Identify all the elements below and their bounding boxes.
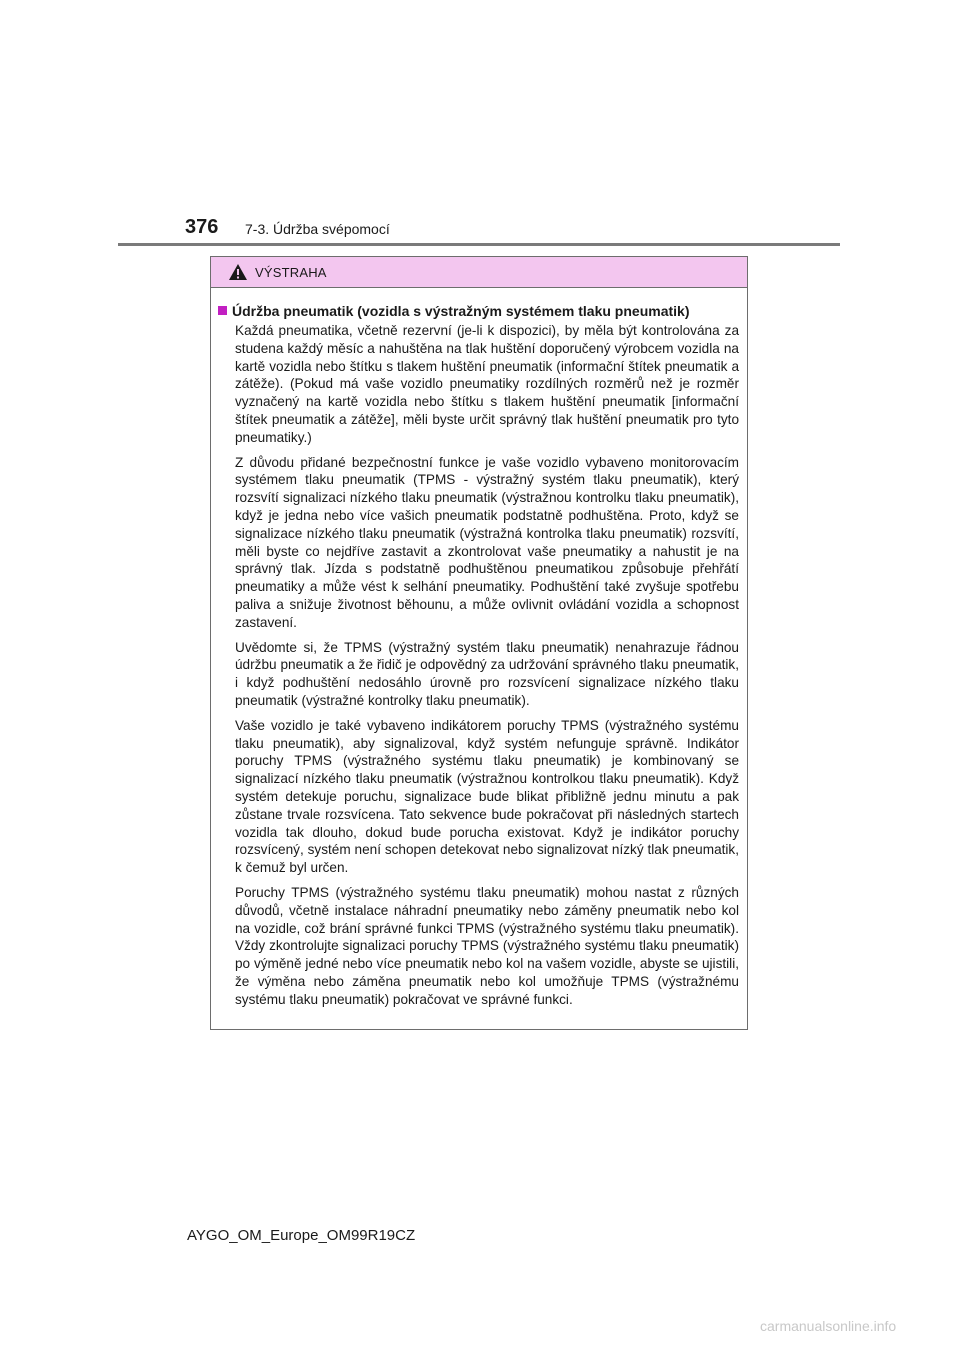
document-code: AYGO_OM_Europe_OM99R19CZ [187, 1227, 416, 1244]
warning-header [211, 257, 747, 288]
warning-label: VÝSTRAHA [255, 265, 327, 280]
warning-box [210, 256, 748, 1030]
warning-paragraph: Z důvodu přidané bezpečnostní funkce je vaše vozidlo vybaveno monitorovacím systémem tlaku pneumatik (TPMS - výstražný systém tlaku pneumatik), který rozsvítí signalizaci nízkého tlaku pneumatik (výstražnou kontrolku tlaku pneumatik), když je jedna nebo více vašich pneumatik podstatně podhuštěna. Proto, když se signalizace nízkého tlaku pneumatik (výstražná kontrolka tlaku pneumatik) rozsvítí, měli byste co nejdříve zastavit a zkontrolovat vaše pneumatiky a nahustit je na správný tlak. Jízda s podstatně podhuštěnou pneumatikou způsobuje přehřátí pneumatiky a může vést k selhání pneumatiky. Podhuštění také zvyšuje spotřebu paliva a snižuje životnost běhounu, a může ovlivnit ovládání vozidla a schopnost zastavení. [235, 454, 739, 630]
warning-paragraph: Uvědomte si, že TPMS (výstražný systém tlaku pneumatik) nenahrazuje řádnou údržbu pneumatik a že řidič je odpovědný za udržování správného tlaku pneumatik, i když podhuštění nedosáhlo úrovně pro rozsvícení signalizace nízkého tlaku pneumatik (výstražné kontrolky tlaku pneumatik). [235, 639, 739, 708]
warning-sub-heading [218, 302, 739, 320]
warning-triangle-icon [228, 263, 248, 281]
warning-body [211, 288, 747, 1008]
header-divider [118, 243, 840, 246]
warning-paragraph: Vaše vozidlo je také vybaveno indikátorem poruchy TPMS (výstražného systému tlaku pneumatik), aby signalizoval, když systém nefunguje správně. Indikátor poruchy TPMS (výstražného systému tlaku pneumatik) je kombinovaný se signalizací nízkého tlaku pneumatik (výstražnou kontrolkou tlaku pneumatik). Když systém detekuje poruchu, signalizace bude blikat přibližně jednu minutu a pak zůstane trvale rozsvícena. Tato sekvence bude pokračovat při následných startech vozidla tak dlouho, dokud bude porucha existovat. Když je indikátor poruchy rozsvícený, systém není schopen detekovat nebo signalizovat nízký tlak pneumatik, k čemuž byl určen. [235, 717, 739, 876]
section-title: 7-3. Údržba svépomocí [245, 221, 390, 237]
page-number: 376 [185, 216, 219, 238]
warning-paragraph: Poruchy TPMS (výstražného systému tlaku pneumatik) mohou nastat z různých důvodů, včetně instalace náhradní pneumatiky nebo záměny pneumatik nebo kol na vozidle, což brání správné funkci TPMS (výstražného systému tlaku pneumatik). Vždy zkontrolujte signalizaci poruchy TPMS (výstražného systému tlaku pneumatik) po výměně jedné nebo více pneumatik nebo kol na vašem vozidle, abyste se ujistili, že výměna nebo záměna pneumatik nebo kol umožňuje TPMS (výstražnému systému tlaku pneumatik) pokračovat ve správné funkci. [235, 884, 739, 1007]
square-bullet-icon [218, 306, 227, 315]
sub-heading-text: Údržba pneumatik (vozidla s výstražným systémem tlaku pneumatik) [232, 303, 690, 319]
warning-paragraph: Každá pneumatika, včetně rezervní (je-li k dispozici), by měla být kontrolována za studena každý měsíc a nahuštěna na tlak huštění doporučený výrobcem vozidla na kartě vozidla nebo štítku s tlakem huštění pneumatik (informační štítek pneumatik a zátěže). (Pokud má vaše vozidlo pneumatiky rozdílných rozměrů než je rozměr vyznačený na kartě vozidla nebo štítku s tlakem huštění pneumatik [informační štítek pneumatik a zátěže], měli byste určit správný tlak huštění pneumatik pro tyto pneumatiky.) [235, 323, 739, 445]
watermark: carmanualsonline.info [760, 1318, 897, 1334]
